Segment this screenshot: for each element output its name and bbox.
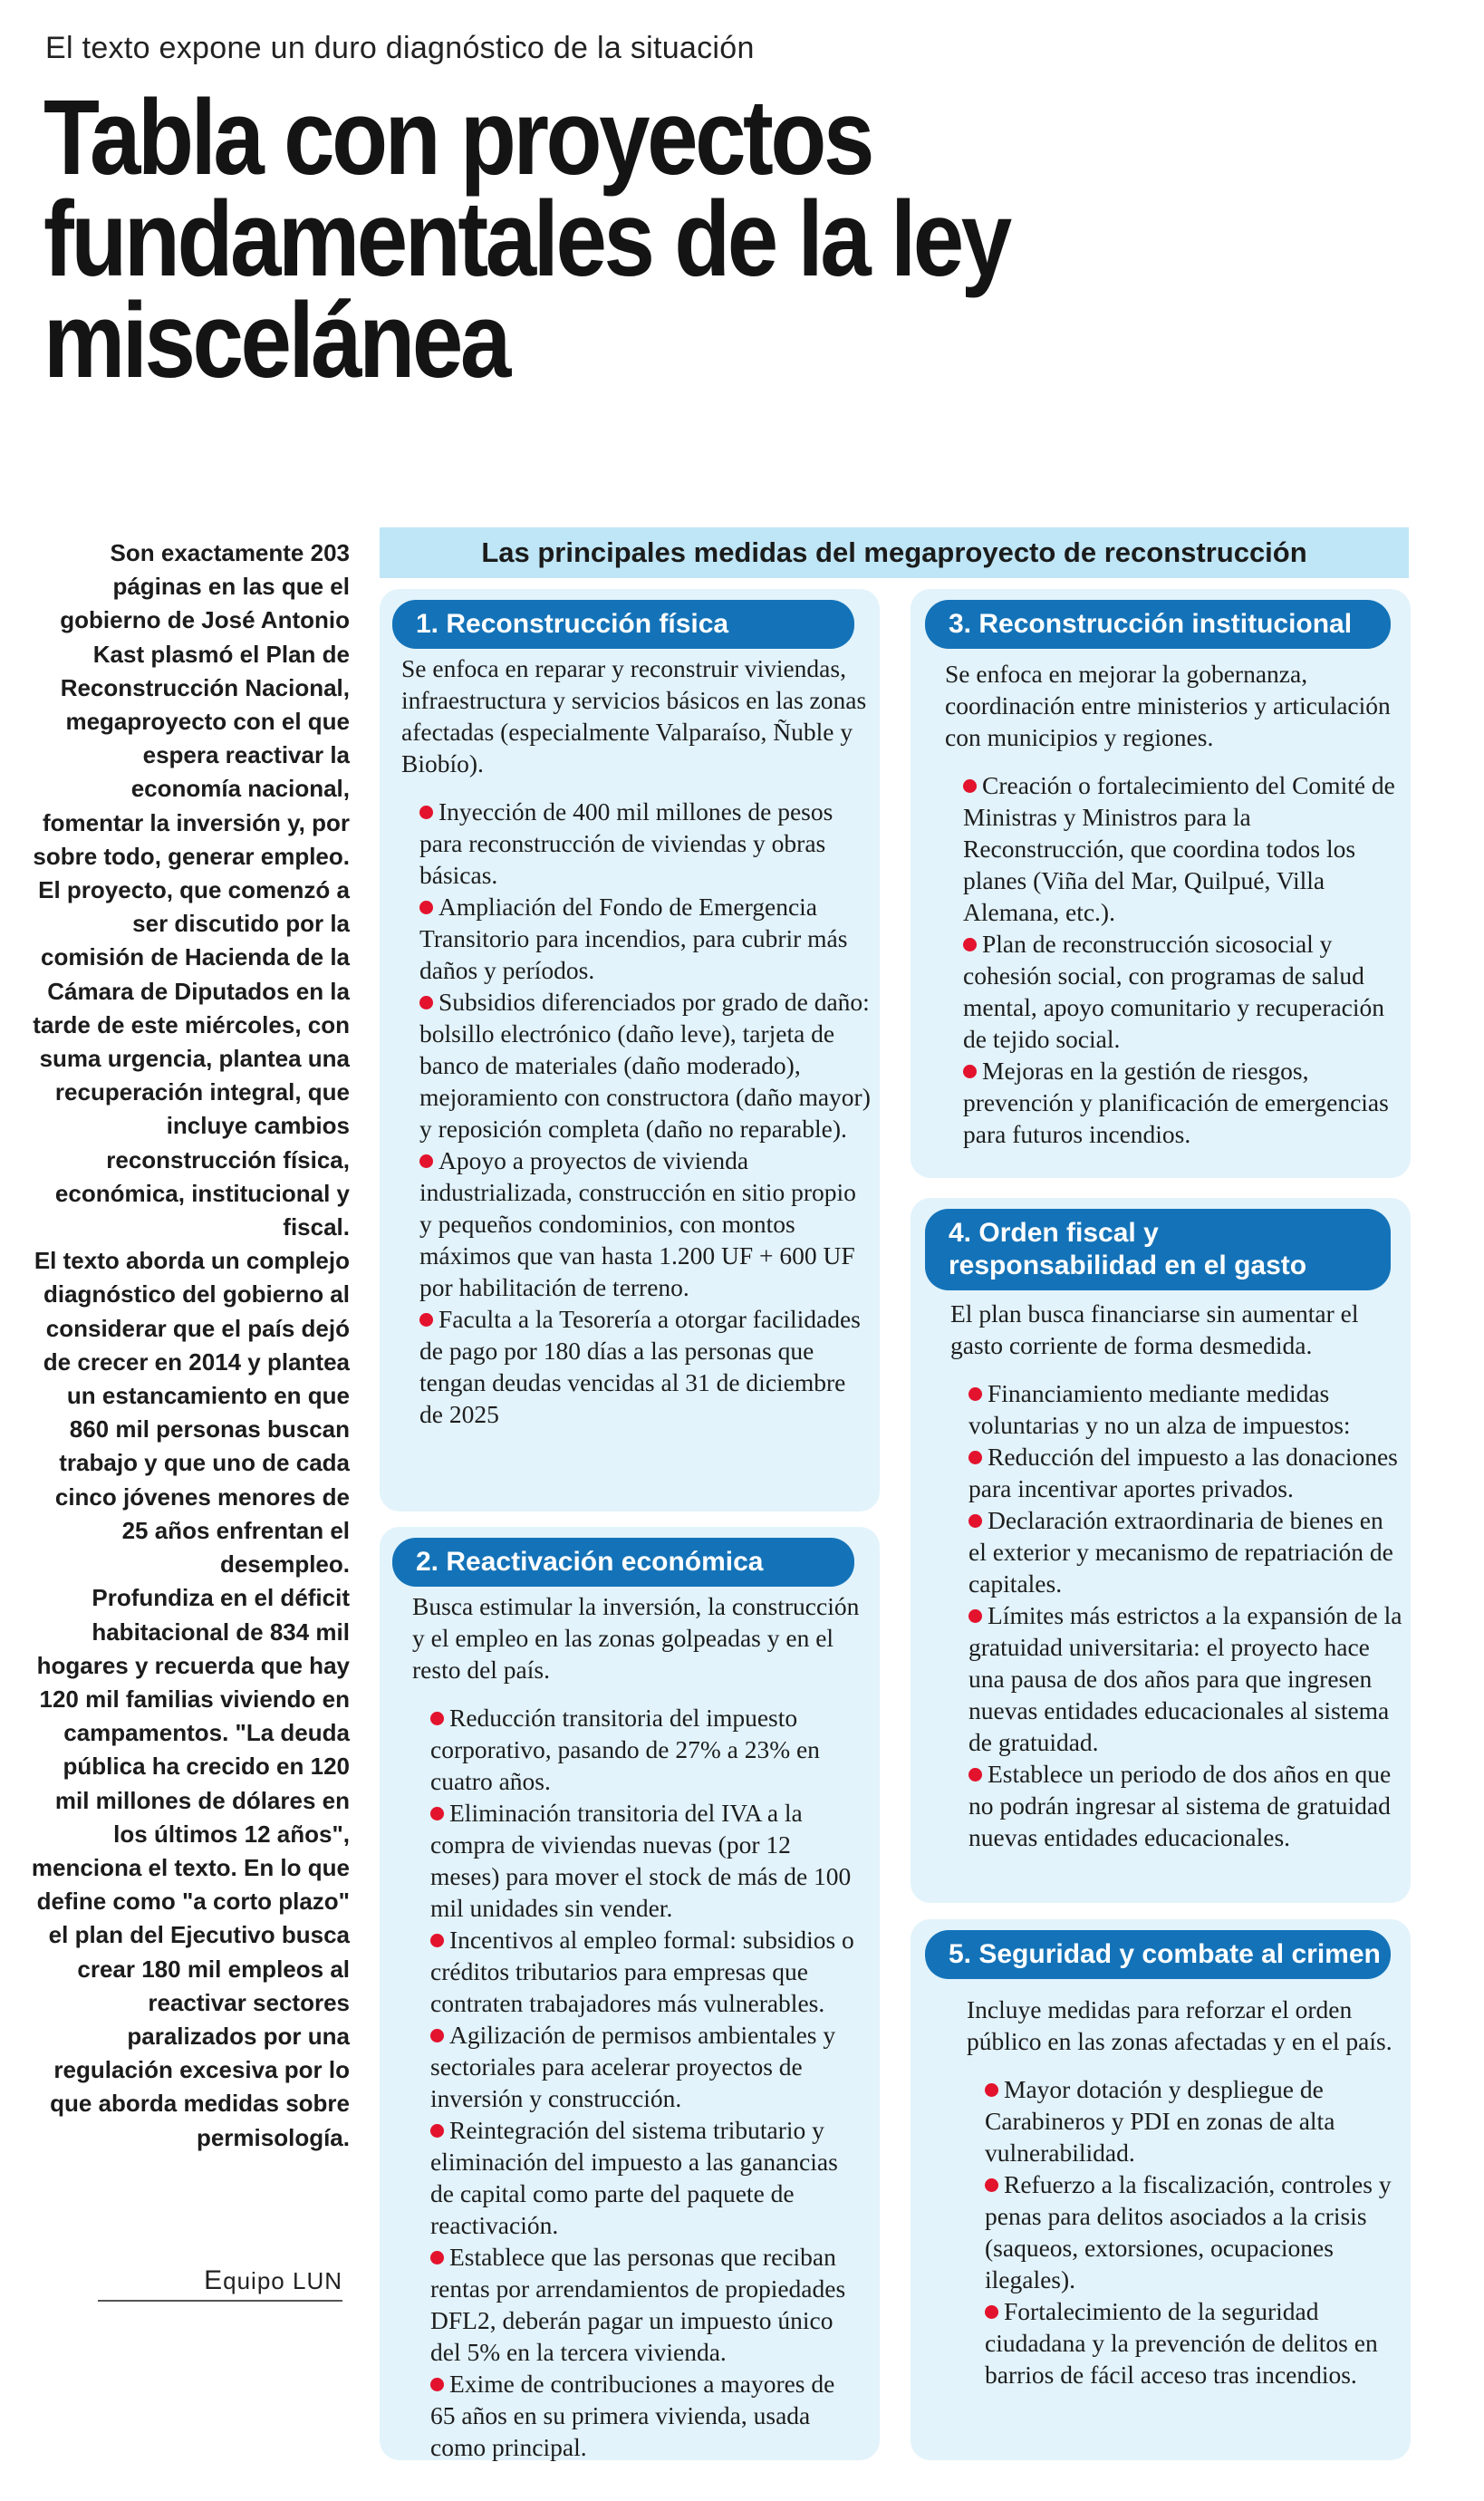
headline-line: fundamentales de la ley — [43, 179, 1009, 299]
list-item-text: Ampliación del Fondo de Emergencia Transitorio para incendios, para cubrir más daños y períodos. — [419, 893, 848, 984]
list-item — [419, 796, 872, 891]
list-item — [968, 1758, 1403, 1853]
section-title — [925, 1209, 1391, 1290]
section-body — [412, 1590, 865, 2463]
bullet-icon — [963, 1065, 977, 1078]
list-item — [968, 1599, 1403, 1758]
list-item-text: Faculta a la Tesorería a otorgar facilidades de pago por 180 días a las personas que tengan deudas vencidas al 31 de diciembre de 2025 — [419, 1305, 861, 1428]
section-list — [950, 1377, 1403, 1853]
bullet-icon — [419, 901, 433, 914]
section-list — [401, 796, 872, 1430]
section-title-line: 4. Orden fiscal y — [949, 1218, 1159, 1248]
section-box-physical — [380, 589, 880, 1511]
bullet-icon — [968, 1609, 982, 1623]
list-item-text: Mayor dotación y despliegue de Carabineros y PDI en zonas de alta vulnerabilidad. — [985, 2075, 1335, 2167]
byline-rest: quipo — [223, 2267, 285, 2294]
list-item — [430, 2114, 865, 2241]
byline — [98, 2265, 342, 2302]
section-intro: Se enfoca en mejorar la gobernanza, coordinación entre ministerios y articulación con municipios y regiones. — [945, 660, 1391, 751]
list-item-text: Refuerzo a la fiscalización, controles y penas para delitos asociados a la crisis (saqueos, extorsiones, ocupaciones ilegales). — [985, 2170, 1392, 2293]
bullet-icon — [430, 2251, 444, 2264]
bullet-icon — [985, 2178, 998, 2192]
list-item-text: Subsidios diferenciados por grado de daño: bolsillo electrónico (daño leve), tarjeta de banco de materiales (daño moderado), mejoramiento con constructora (daño mayor) y reposición completa (daño no reparable). — [419, 988, 871, 1143]
bullet-icon — [430, 1807, 444, 1820]
list-item — [968, 1377, 1403, 1441]
kicker: El texto expone un duro diagnóstico de la situación — [45, 31, 755, 65]
lede-paragraph: Profundiza en el déficit habitacional de 834 mil hogares y recuerda que hay 120 mil familias viviendo en campamentos. "La deuda pública ha crecido en 120 mil millones de dólares en los últimos 12 años", menciona el texto. En lo que define como "a corto plazo" el plan del Ejecutivo busca crear 180 mil empleos al reactivar sectores paralizados por una regulación excesiva por lo que aborda medidas sobre permisología. — [31, 1584, 350, 2151]
list-item-text: Reintegración del sistema tributario y eliminación del impuesto a las ganancias de capital como parte del paquete de reactivación. — [430, 2116, 838, 2239]
section-body — [967, 1994, 1402, 2390]
section-body — [945, 658, 1398, 1150]
section-body — [950, 1298, 1403, 1853]
list-item-text: Exime de contribuciones a mayores de 65 años en su primera vivienda, usada como principal. — [430, 2370, 835, 2461]
bullet-icon — [985, 2305, 998, 2319]
bullet-icon — [963, 938, 977, 951]
list-item-text: Reducción transitoria del impuesto corporativo, pasando de 27% a 23% en cuatro años. — [430, 1704, 820, 1795]
section-title: 5. Seguridad y combate al crimen — [925, 1930, 1391, 1979]
section-box-fiscal — [911, 1198, 1411, 1903]
bullet-icon — [430, 2378, 444, 2391]
bullet-icon — [419, 1313, 433, 1327]
list-item — [430, 2241, 865, 2368]
list-item — [985, 2168, 1402, 2295]
list-item — [985, 2073, 1402, 2168]
section-list — [967, 2073, 1402, 2390]
list-item-text: Establece un periodo de dos años en que no podrán ingresar al sistema de gratuidad nuevas entidades educacionales. — [968, 1760, 1392, 1851]
lede-column — [27, 536, 350, 2155]
section-intro: Incluye medidas para reforzar el orden público en las zonas afectadas y en el país. — [967, 1995, 1392, 2055]
byline-initial: E — [204, 2265, 224, 2295]
bullet-icon — [430, 1934, 444, 1947]
bullet-icon — [968, 1514, 982, 1528]
section-list — [412, 1702, 865, 2463]
list-item-text: Reducción del impuesto a las donaciones para incentivar aportes privados. — [968, 1443, 1398, 1502]
section-list — [945, 769, 1398, 1150]
section-intro: Se enfoca en reparar y reconstruir viviendas, infraestructura y servicios básicos en las zonas afectadas (especialmente Valparaíso, Ñuble y Biobío). — [401, 654, 867, 777]
section-title: 3. Reconstrucción institucional — [925, 600, 1391, 649]
bullet-icon — [985, 2083, 998, 2097]
list-item-text: Incentivos al empleo formal: subsidios o créditos tributarios para empresas que contraten trabajadores más vulnerables. — [430, 1926, 854, 2017]
bullet-icon — [430, 1712, 444, 1725]
bullet-icon — [963, 779, 977, 793]
list-item — [430, 1797, 865, 1924]
list-item — [963, 928, 1398, 1055]
list-item — [430, 1924, 865, 2019]
section-body — [401, 652, 872, 1430]
list-item-text: Plan de reconstrucción sicosocial y cohesión social, con programas de salud mental, apoyo comunitario y recuperación de tejido social. — [963, 930, 1385, 1053]
list-item — [963, 769, 1398, 928]
lede-paragraph: El texto aborda un complejo diagnóstico del gobierno al considerar que el país dejó de crecer en 2014 y plantea un estancamiento en que 860 mil personas buscan trabajo y que uno de cada cinco jóvenes menores de 25 años enfrentan el desempleo. — [34, 1247, 350, 1579]
list-item-text: Límites más estrictos a la expansión de la gratuidad universitaria: el proyecto hace una pausa de dos años para que ingresen nuevas entidades educacionales al sistema de gratuidad. — [968, 1601, 1402, 1756]
bullet-icon — [419, 996, 433, 1009]
list-item-text: Declaración extraordinaria de bienes en el exterior y mecanismo de repatriación de capitales. — [968, 1506, 1393, 1598]
section-box-institutional — [911, 589, 1411, 1178]
list-item-text: Mejoras en la gestión de riesgos, prevención y planificación de emergencias para futuros incendios. — [963, 1057, 1389, 1148]
list-item-text: Apoyo a proyectos de vivienda industrializada, construcción en sitio propio y pequeños condominios, con montos máximos que van hasta 1.200 UF + 600 UF por habilitación de terreno. — [419, 1146, 856, 1301]
list-item — [963, 1055, 1398, 1150]
list-item — [430, 2019, 865, 2114]
section-title: 2. Reactivación económica — [392, 1538, 854, 1587]
list-item — [419, 1303, 872, 1430]
list-item — [985, 2295, 1402, 2390]
list-item-text: Agilización de permisos ambientales y sectoriales para acelerar proyectos de inversión y construcción. — [430, 2021, 836, 2112]
bullet-icon — [430, 2029, 444, 2042]
headline-line: miscelánea — [43, 281, 508, 401]
section-title-line: responsabilidad en el gasto — [949, 1250, 1307, 1280]
measures-banner: Las principales medidas del megaproyecto de reconstrucción — [380, 527, 1409, 578]
byline-org: LUN — [292, 2267, 342, 2294]
bullet-icon — [968, 1387, 982, 1401]
list-item-text: Fortalecimiento de la seguridad ciudadana y la prevención de delitos en barrios de fácil acceso tras incendios. — [985, 2297, 1378, 2389]
list-item-text: Eliminación transitoria del IVA a la compra de viviendas nuevas (por 12 meses) para mover el stock de más de 100 mil unidades sin vender. — [430, 1799, 852, 1922]
bullet-icon — [430, 2124, 444, 2138]
list-item — [968, 1504, 1403, 1599]
lede-paragraph: Son exactamente 203 páginas en las que el gobierno de José Antonio Kast plasmó el Plan de Reconstrucción Nacional, megaproyecto con el que espera reactivar la economía nacional, fomentar la inversión y, por sobre todo, generar empleo. El proyecto, que comenzó a ser discutido por la comisión de Hacienda de la Cámara de Diputados en la tarde de este miércoles, con suma urgencia, plantea una recuperación integral, que incluye cambios reconstrucción física, económica, institucional y fiscal. — [33, 539, 350, 1241]
section-title: 1. Reconstrucción física — [392, 600, 854, 649]
list-item — [419, 1144, 872, 1303]
bullet-icon — [968, 1451, 982, 1464]
list-item-text: Financiamiento mediante medidas voluntarias y no un alza de impuestos: — [968, 1379, 1351, 1439]
list-item — [419, 986, 872, 1144]
section-box-security — [911, 1919, 1411, 2460]
list-item — [968, 1441, 1403, 1504]
list-item-text: Inyección de 400 mil millones de pesos para reconstrucción de viviendas y obras básicas. — [419, 797, 834, 889]
list-item — [430, 1702, 865, 1797]
bullet-icon — [419, 1154, 433, 1168]
list-item-text: Establece que las personas que reciban rentas por arrendamientos de propiedades DFL2, deberán pagar un impuesto único del 5% en la tercera vivienda. — [430, 2243, 846, 2366]
section-box-economic — [380, 1527, 880, 2460]
list-item-text: Creación o fortalecimiento del Comité de Ministras y Ministros para la Reconstrucción, que coordina todos los planes (Viña del Mar, Quilpué, Villa Alemana, etc.). — [963, 771, 1395, 926]
bullet-icon — [419, 806, 433, 819]
list-item — [419, 891, 872, 986]
section-intro: El plan busca financiarse sin aumentar el gasto corriente de forma desmedida. — [950, 1299, 1359, 1359]
bullet-icon — [968, 1768, 982, 1782]
headline — [43, 78, 1134, 401]
section-intro: Busca estimular la inversión, la construcción y el empleo en las zonas golpeadas y en el resto del país. — [412, 1592, 860, 1684]
list-item — [430, 2368, 865, 2463]
headline-line: Tabla con proyectos — [43, 78, 872, 198]
